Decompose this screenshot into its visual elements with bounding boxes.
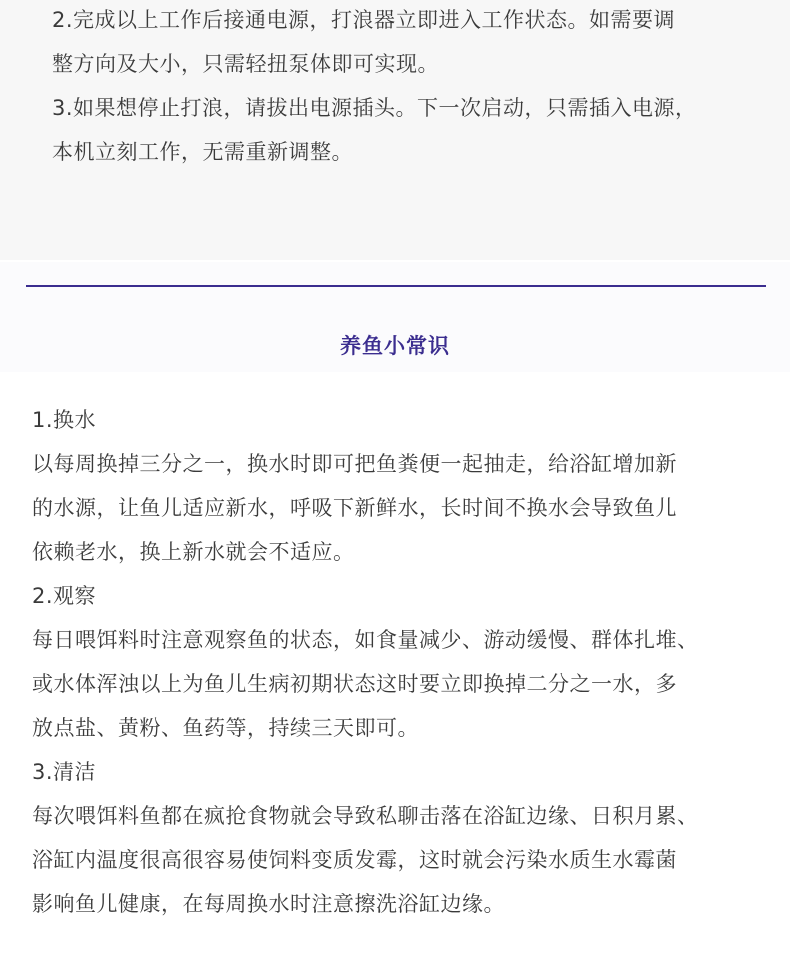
section-title: 养鱼小常识 — [340, 334, 450, 358]
instruction-step-3: 3.如果想停止打浪，请拔出电源插头。下一次启动，只需插入电源， 本机立刻工作，无需重新调整。 — [52, 96, 697, 164]
tip-heading: 2.观察 — [32, 584, 97, 608]
tip-cleaning — [32, 750, 772, 926]
tip-water-change — [32, 398, 772, 574]
instructions-continued — [0, 0, 790, 260]
tip-body: 每日喂饵料时注意观察鱼的状态，如食量减少、游动缓慢、群体扎堆、 或水体浑浊以上为鱼儿生病初期状态这时要立即换掉二分之一水，多 放点盐、黄粉、鱼药等，持续三天即可。 — [32, 628, 699, 740]
section-divider — [26, 285, 766, 287]
tip-observation — [32, 574, 772, 750]
tip-heading: 3.清洁 — [32, 760, 97, 784]
tip-heading: 1.换水 — [32, 408, 97, 432]
tip-body: 每次喂饵料鱼都在疯抢食物就会导致私聊击落在浴缸边缘、日积月累、 浴缸内温度很高很容易使饲料变质发霉，这时就会污染水质生水霉菌 影响鱼儿健康，在每周换水时注意擦洗浴缸边缘。 — [32, 804, 699, 916]
instruction-step-2: 2.完成以上工作后接通电源，打浪器立即进入工作状态。如需要调 整方向及大小，只需轻扭泵体即可实现。 — [52, 8, 676, 76]
tip-body: 以每周换掉三分之一，换水时即可把鱼粪便一起抽走，给浴缸增加新 的水源，让鱼儿适应新水，呼吸下新鲜水，长时间不换水会导致鱼儿 依赖老水，换上新水就会不适应。 — [32, 452, 677, 564]
fish-care-tips — [32, 398, 772, 926]
